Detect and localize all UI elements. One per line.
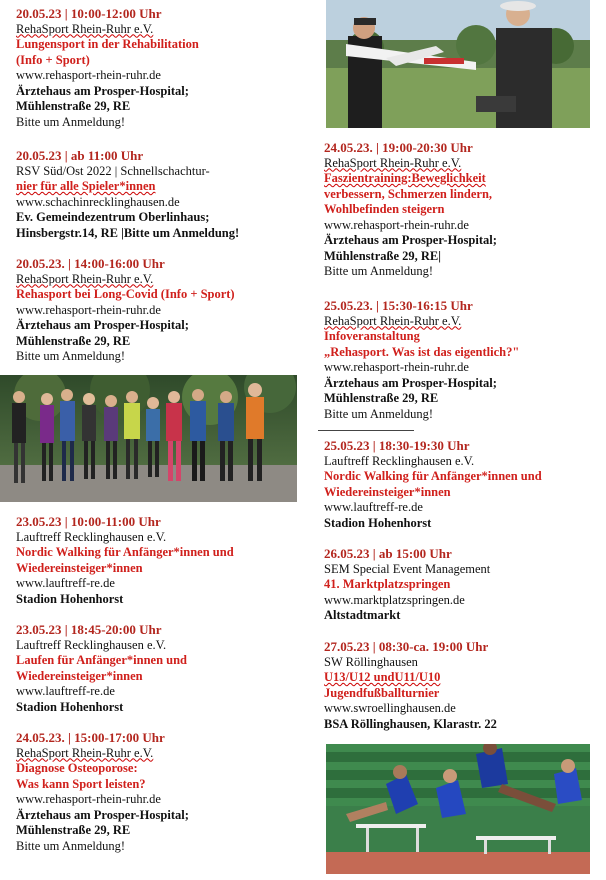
event-organizer: Lauftreff Recklinghausen e.V.	[16, 637, 167, 652]
runners-photo-illustration	[0, 375, 297, 502]
event-note: Bitte um Anmeldung!	[16, 114, 126, 129]
event-location: BSA Röllinghausen, Klarastr. 22	[324, 716, 497, 731]
event-location: Altstadtmarkt	[324, 608, 401, 622]
event-organizer: RSV Süd/Ost 2022 | Schnellschachtur-	[16, 163, 210, 178]
event-title: Lungensport in der Rehabilitation	[16, 37, 199, 51]
event-title: 41. Marktplatzspringen	[324, 577, 451, 591]
event-title: Nordic Walking für Anfänger*innen und	[324, 469, 542, 483]
event-location: Stadion Hohenhorst	[324, 515, 432, 530]
event-date: 24.05.23. | 19:00-20:30 Uhr	[324, 140, 473, 155]
event-note: Bitte um Anmeldung!	[16, 838, 126, 853]
event-date: 25.05.23 | 18:30-19:30 Uhr	[324, 438, 470, 453]
divider-line	[318, 430, 414, 431]
event-title: Rehasport bei Long-Covid (Info + Sport)	[16, 287, 235, 301]
event-title: Diagnose Osteoporose:	[16, 761, 138, 775]
event-url[interactable]: www.schachinrecklinghausen.de	[16, 194, 180, 209]
event-location: Mühlenstraße 29, RE|	[324, 248, 441, 263]
event-location: Stadion Hohenhorst	[16, 591, 124, 606]
event-title: Nordic Walking für Anfänger*innen und	[16, 545, 234, 559]
event-organizer: RehaSport Rhein-Ruhr e.V.	[16, 745, 154, 760]
event-jugendfussball	[324, 639, 497, 732]
event-title: nier für alle Spieler*innen	[16, 179, 156, 193]
event-organizer: Lauftreff Recklinghausen e.V.	[324, 453, 475, 468]
event-title: verbessern, Schmerzen lindern,	[324, 186, 493, 201]
hurdles-photo-illustration	[326, 744, 590, 874]
event-title: Wiedereinsteiger*innen	[324, 484, 451, 499]
event-organizer: RehaSport Rhein-Ruhr e.V.	[324, 313, 462, 328]
event-infoveranstaltung	[324, 298, 519, 422]
event-title: Wohlbefinden steigern	[324, 202, 445, 216]
event-date: 20.05.23. | 14:00-16:00 Uhr	[16, 256, 165, 271]
event-organizer: RehaSport Rhein-Ruhr e.V.	[324, 155, 462, 170]
event-title: Faszientraining:Beweglichkeit	[324, 171, 486, 185]
event-organizer: SW Röllinghausen	[324, 654, 418, 669]
event-title: Wiedereinsteiger*innen	[16, 560, 143, 575]
event-title: Was kann Sport leisten?	[16, 776, 146, 791]
event-laufen	[16, 622, 187, 715]
event-location: Mühlenstraße 29, RE	[16, 823, 131, 837]
event-date: 24.05.23. | 15:00-17:00 Uhr	[16, 730, 165, 745]
event-url[interactable]: www.swroellinghausen.de	[324, 701, 456, 715]
event-date: 20.05.23 | 10:00-12:00 Uhr	[16, 6, 162, 21]
event-date: 27.05.23 | 08:30-ca. 19:00 Uhr	[324, 639, 489, 654]
event-lungensport	[16, 6, 199, 130]
event-organizer: SEM Special Event Management	[324, 561, 491, 576]
event-faszientraining	[324, 140, 497, 280]
event-title: Infoveranstaltung	[324, 329, 420, 343]
event-location: Hinsbergstr.14, RE |Bitte um Anmeldung!	[16, 225, 240, 240]
event-url[interactable]: www.rehasport-rhein-ruhr.de	[324, 217, 469, 232]
event-title: Wiedereinsteiger*innen	[16, 668, 143, 683]
event-date: 23.05.23 | 10:00-11:00 Uhr	[16, 514, 161, 529]
event-title: Laufen für Anfänger*innen und	[16, 653, 187, 667]
hurdles-photo	[326, 744, 590, 874]
event-nordic-walking-1	[16, 514, 234, 607]
event-date: 20.05.23 | ab 11:00 Uhr	[16, 148, 144, 163]
event-note: Bitte um Anmeldung!	[324, 406, 434, 421]
event-title: „Rehasport. Was ist das eigentlich?"	[324, 344, 520, 359]
event-osteoporose	[16, 730, 189, 854]
event-schach	[16, 148, 239, 241]
event-organizer: RehaSport Rhein-Ruhr e.V.	[16, 271, 154, 286]
event-location: Mühlenstraße 29, RE	[16, 333, 131, 348]
event-url[interactable]: www.rehasport-rhein-ruhr.de	[16, 792, 161, 806]
event-url[interactable]: www.lauftreff-re.de	[16, 576, 115, 590]
event-url[interactable]: www.marktplatzspringen.de	[324, 592, 465, 607]
event-note: Bitte um Anmeldung!	[16, 349, 126, 363]
event-date: 25.05.23. | 15:30-16:15 Uhr	[324, 298, 473, 313]
event-location: Ärztehaus am Prosper-Hospital;	[16, 807, 189, 822]
event-location: Ärztehaus am Prosper-Hospital;	[16, 318, 189, 332]
event-url[interactable]: www.lauftreff-re.de	[324, 500, 423, 514]
event-location: Mühlenstraße 29, RE	[16, 99, 131, 113]
event-location: Ärztehaus am Prosper-Hospital;	[324, 233, 497, 247]
event-location: Mühlenstraße 29, RE	[324, 391, 439, 405]
event-location: Stadion Hohenhorst	[16, 699, 124, 714]
event-url[interactable]: www.lauftreff-re.de	[16, 684, 115, 698]
event-organizer: Lauftreff Recklinghausen e.V.	[16, 529, 167, 544]
event-date: 26.05.23 | ab 15:00 Uhr	[324, 546, 452, 561]
event-nordic-walking-2	[324, 438, 542, 531]
model-airplane-photo	[326, 0, 590, 128]
event-title: U13/U12 undU11/U10	[324, 670, 441, 684]
event-long-covid	[16, 256, 235, 365]
event-title: (Info + Sport)	[16, 52, 90, 67]
event-note: Bitte um Anmeldung!	[324, 264, 434, 278]
event-location: Ärztehaus am Prosper-Hospital;	[16, 83, 189, 98]
model-airplane-illustration	[326, 0, 590, 128]
runners-photo	[0, 375, 297, 502]
event-marktplatzspringen	[324, 546, 490, 624]
event-url[interactable]: www.rehasport-rhein-ruhr.de	[16, 68, 161, 82]
event-organizer: RehaSport Rhein-Ruhr e.V.	[16, 21, 154, 36]
event-date: 23.05.23 | 18:45-20:00 Uhr	[16, 622, 162, 637]
event-location: Ev. Gemeindezentrum Oberlinhaus;	[16, 210, 210, 224]
event-location: Ärztehaus am Prosper-Hospital;	[324, 375, 497, 390]
event-title: Jugendfußballturnier	[324, 685, 440, 700]
event-url[interactable]: www.rehasport-rhein-ruhr.de	[16, 302, 161, 317]
event-url[interactable]: www.rehasport-rhein-ruhr.de	[324, 360, 469, 374]
